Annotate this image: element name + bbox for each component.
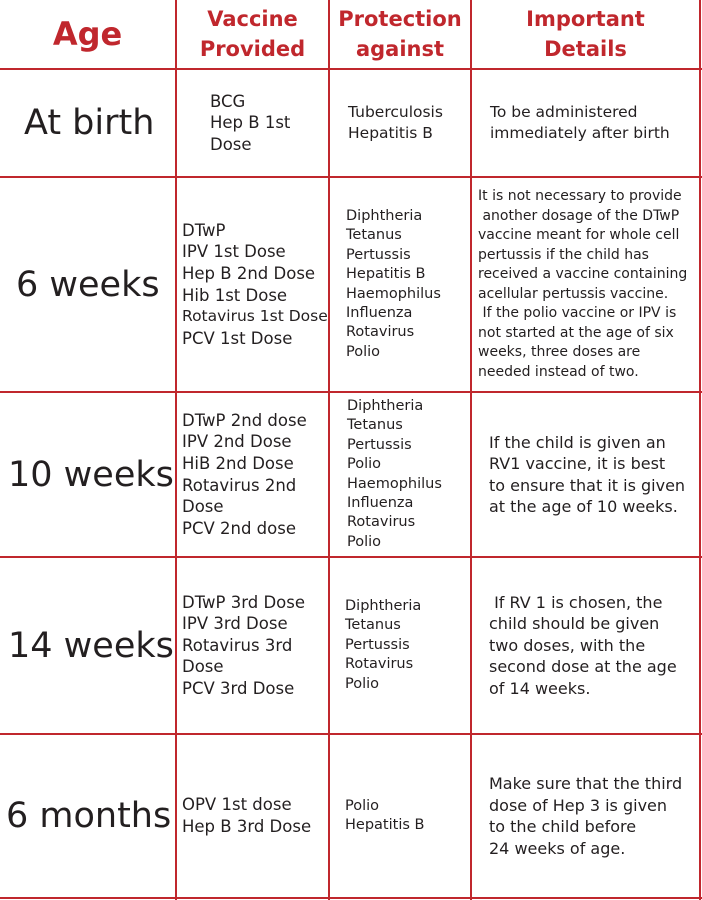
details-line: to the child before (489, 817, 637, 836)
details-cell (489, 393, 685, 556)
protection-cell (345, 558, 421, 733)
details-line: weeks, three doses are (478, 344, 641, 360)
vaccine-item: OPV 1st dose (182, 795, 292, 815)
vaccine-item: Dose (210, 134, 252, 154)
vaccine-cell (182, 735, 311, 897)
header-protection (330, 0, 470, 68)
vaccine-cell (182, 178, 328, 391)
protection-item: Hepatitis B (348, 124, 433, 142)
details-line: To be administered (490, 103, 638, 121)
protection-cell (347, 393, 442, 556)
vaccine-item: DTwP (182, 220, 226, 240)
details-line: second dose at the age (489, 657, 677, 677)
protection-item: Influenza (346, 304, 413, 321)
vaccine-item: IPV 2nd Dose (182, 432, 292, 452)
details-line: at the age of 10 weeks. (489, 497, 678, 516)
protection-item: Hepatitis B (346, 266, 426, 283)
vaccine-item: PCV 2nd dose (182, 518, 296, 538)
vaccine-item: Hep B 2nd Dose (182, 263, 316, 283)
protection-item: Haemophilus (347, 475, 442, 492)
row-divider (0, 897, 702, 899)
vaccine-cell (182, 558, 305, 733)
vaccine-item: BCG (210, 91, 246, 111)
age-label: 6 months (6, 796, 172, 836)
header-protection-line: Protection (338, 7, 462, 31)
protection-item: Haemophilus (346, 285, 441, 302)
header-age-label: Age (52, 15, 123, 53)
age-label: 14 weeks (8, 625, 174, 666)
details-line: If the polio vaccine or IPV is (478, 305, 677, 321)
protection-item: Polio (346, 343, 381, 360)
details-cell (489, 735, 682, 897)
protection-item: Pertussis (347, 436, 412, 453)
protection-cell (348, 70, 443, 176)
details-line: of 14 weeks. (489, 678, 591, 698)
vaccine-item: Hep B 3rd Dose (182, 817, 312, 836)
vaccine-cell (210, 70, 290, 176)
protection-item: Pertussis (346, 246, 411, 263)
vaccine-item: Hib 1st Dose (182, 285, 288, 305)
vaccine-item: Hep B 1st (210, 113, 291, 133)
protection-item: Tetanus (347, 417, 403, 434)
header-age (0, 0, 175, 68)
details-line: received a vaccine containing (478, 266, 688, 282)
protection-item: Polio (345, 675, 380, 692)
age-cell (6, 735, 171, 897)
header-details-line: Details (544, 37, 627, 61)
vaccine-item: IPV 3rd Dose (182, 614, 288, 634)
details-line: two doses, with the (489, 635, 646, 655)
header-vaccine-line: Vaccine (207, 7, 298, 31)
protection-item: Diphtheria (346, 207, 423, 224)
vaccine-item: DTwP 3rd Dose (182, 592, 306, 612)
details-cell (490, 70, 670, 176)
age-label: 10 weeks (8, 454, 174, 495)
column-divider (328, 0, 330, 900)
header-vaccine-line: Provided (199, 37, 306, 61)
protection-item: Diphtheria (345, 597, 422, 614)
vaccine-item: IPV 1st Dose (182, 242, 286, 262)
vaccine-item: Rotavirus 2nd (182, 475, 297, 495)
header-details-line: Important (526, 7, 645, 31)
age-cell (16, 178, 160, 391)
details-line: not started at the age of six (478, 324, 674, 341)
column-divider (470, 0, 472, 900)
age-label: At birth (24, 103, 155, 143)
age-cell (8, 393, 174, 556)
protection-item: Tetanus (345, 617, 401, 634)
details-line: Make sure that the third (489, 774, 683, 793)
header-vaccine (177, 0, 328, 68)
details-line: If RV 1 is chosen, the (489, 592, 663, 612)
details-cell (478, 178, 687, 391)
vaccine-item: DTwP 2nd dose (182, 410, 307, 430)
age-label: 6 weeks (16, 264, 160, 305)
protection-cell (346, 178, 441, 391)
age-cell (8, 558, 174, 733)
details-cell (489, 558, 677, 733)
protection-item: Rotavirus (347, 514, 416, 531)
protection-item: Pertussis (345, 636, 410, 653)
details-line: RV1 vaccine, it is best (489, 454, 666, 473)
column-divider (699, 0, 701, 900)
protection-item: Tetanus (346, 227, 402, 244)
vaccine-item: Rotavirus 1st Dose (182, 307, 328, 326)
details-line: dose of Hep 3 is given (489, 795, 668, 815)
protection-item: Diphtheria (347, 397, 424, 414)
header-protection-line: against (355, 37, 445, 61)
vaccine-item: Dose (182, 657, 224, 677)
details-line: If the child is given an (489, 432, 666, 452)
protection-item: Tuberculosis (348, 103, 443, 121)
protection-item: Polio (345, 797, 380, 814)
protection-item: Rotavirus (345, 656, 414, 673)
details-line: vaccine meant for whole cell (478, 227, 680, 243)
vaccine-item: PCV 3rd Dose (182, 678, 295, 698)
details-line: acellular pertussis vaccine. (478, 285, 669, 302)
header-details (472, 0, 699, 68)
details-line: pertussis if the child has (478, 246, 649, 263)
protection-item: Polio (347, 456, 382, 473)
vaccine-item: Rotavirus 3rd (182, 635, 293, 655)
details-line: child should be given (489, 614, 660, 634)
details-line: to ensure that it is given (489, 475, 686, 495)
details-line: needed instead of two. (478, 363, 639, 380)
vaccine-item: HiB 2nd Dose (182, 453, 294, 473)
protection-item: Hepatitis B (345, 817, 425, 833)
protection-cell (345, 735, 424, 897)
age-cell (24, 70, 154, 176)
vaccine-cell (182, 393, 307, 556)
details-line: another dosage of the DTwP (478, 207, 680, 224)
protection-item: Rotavirus (346, 324, 415, 341)
details-line: It is not necessary to provide (478, 188, 682, 204)
vaccine-item: Dose (182, 497, 224, 517)
protection-item: Influenza (347, 494, 414, 511)
details-line: immediately after birth (490, 124, 670, 142)
details-line: 24 weeks of age. (489, 838, 626, 858)
vaccine-item: PCV 1st Dose (182, 328, 293, 348)
column-divider (175, 0, 177, 900)
protection-item: Polio (347, 533, 382, 550)
